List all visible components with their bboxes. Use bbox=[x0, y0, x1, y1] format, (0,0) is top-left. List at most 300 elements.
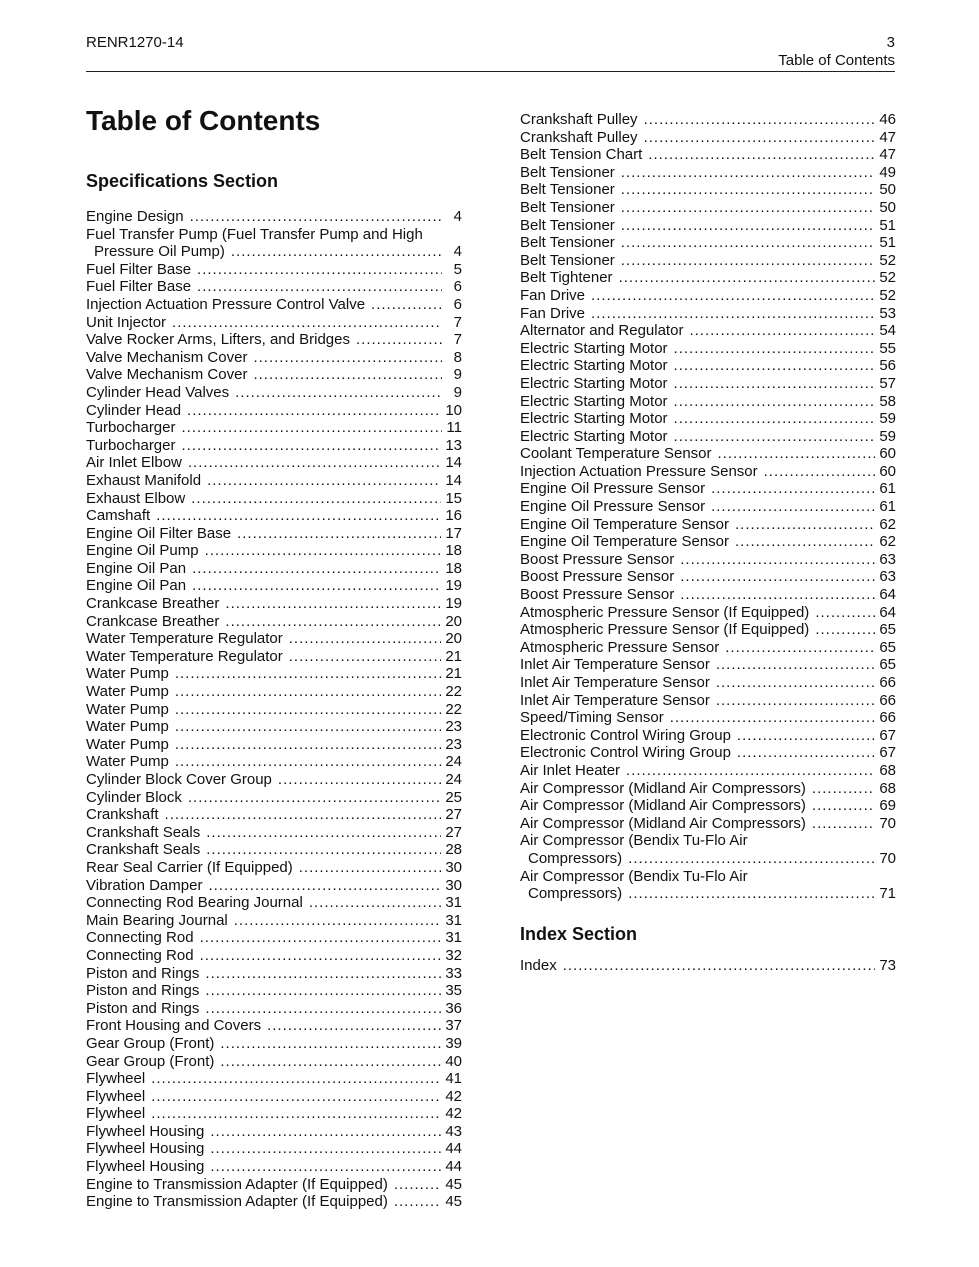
toc-entry[interactable] bbox=[86, 437, 462, 455]
toc-entry-label: Valve Mechanism Cover bbox=[86, 348, 248, 366]
toc-entry[interactable] bbox=[520, 744, 896, 762]
toc-entry-page: 59 bbox=[879, 427, 896, 445]
dot-leader bbox=[206, 841, 441, 859]
toc-entry-page: 50 bbox=[879, 181, 896, 199]
toc-entry[interactable] bbox=[86, 525, 462, 543]
dot-leader bbox=[175, 753, 442, 771]
toc-entry-label: Inlet Air Temperature Sensor bbox=[520, 691, 710, 709]
toc-entry-page: 57 bbox=[879, 374, 896, 392]
toc-entry-page: 52 bbox=[879, 269, 896, 287]
toc-entry-page: 43 bbox=[445, 1122, 462, 1140]
dot-leader bbox=[619, 269, 876, 287]
toc-entry-row bbox=[86, 314, 462, 332]
toc-entry-label: Air Inlet Heater bbox=[520, 761, 621, 779]
toc-entry[interactable] bbox=[520, 234, 896, 252]
toc-entry-label: Engine Oil Filter Base bbox=[86, 524, 232, 542]
toc-entry-row bbox=[86, 789, 462, 807]
toc-entry[interactable] bbox=[86, 1070, 462, 1088]
toc-entry-label: Flywheel Housing bbox=[86, 1122, 205, 1140]
toc-entry-label: Belt Tensioner bbox=[520, 198, 615, 216]
toc-entry-row bbox=[86, 859, 462, 877]
page-header bbox=[778, 34, 895, 70]
toc-entry-label: Engine Oil Temperature Sensor bbox=[520, 515, 730, 533]
toc-entry-page: 31 bbox=[445, 911, 462, 929]
toc-entry-label: Belt Tightener bbox=[520, 269, 613, 287]
toc-entry-label: Piston and Rings bbox=[86, 999, 200, 1017]
toc-entry[interactable] bbox=[86, 683, 462, 701]
toc-entry-page: 9 bbox=[453, 366, 462, 384]
toc-entry[interactable] bbox=[520, 181, 896, 199]
toc-entry-page: 19 bbox=[445, 577, 462, 595]
toc-entry[interactable] bbox=[520, 410, 896, 428]
toc-entry-page: 24 bbox=[445, 771, 462, 788]
toc-entry-row bbox=[520, 656, 896, 674]
dot-leader bbox=[210, 1158, 441, 1176]
toc-entry-page: 67 bbox=[879, 726, 896, 744]
toc-entry[interactable] bbox=[86, 454, 462, 472]
toc-entry-label: Crankshaft Seals bbox=[86, 841, 201, 859]
toc-entry-page: 47 bbox=[879, 128, 896, 146]
toc-entry[interactable] bbox=[520, 727, 896, 745]
toc-entry-row bbox=[86, 648, 462, 666]
dot-leader bbox=[175, 665, 442, 683]
toc-entry[interactable] bbox=[86, 560, 462, 578]
toc-entry-label: Flywheel Housing bbox=[86, 1158, 205, 1176]
toc-entry[interactable] bbox=[520, 639, 896, 657]
toc-entry[interactable] bbox=[86, 824, 462, 842]
toc-entry-row bbox=[520, 533, 896, 551]
toc-entry-page: 42 bbox=[445, 1105, 462, 1123]
dot-leader bbox=[812, 815, 875, 833]
toc-entry-label: Alternator and Regulator bbox=[520, 322, 684, 340]
toc-entry[interactable] bbox=[86, 208, 462, 226]
toc-entry[interactable] bbox=[520, 832, 896, 867]
toc-entry[interactable] bbox=[86, 507, 462, 525]
toc-entry[interactable] bbox=[86, 841, 462, 859]
dot-leader bbox=[711, 498, 875, 516]
toc-entry-page: 61 bbox=[879, 498, 896, 516]
toc-entry[interactable] bbox=[86, 1088, 462, 1106]
dot-leader bbox=[210, 1123, 441, 1141]
toc-entry[interactable] bbox=[520, 604, 896, 622]
toc-entry[interactable] bbox=[86, 1035, 462, 1053]
toc-entry-label: Flywheel bbox=[86, 1105, 146, 1123]
dot-leader bbox=[621, 164, 876, 182]
dot-leader bbox=[206, 824, 441, 842]
toc-entry-page: 5 bbox=[453, 260, 462, 278]
toc-entry[interactable] bbox=[520, 463, 896, 481]
dot-leader bbox=[674, 428, 876, 446]
toc-entry-label: Belt Tensioner bbox=[520, 181, 615, 199]
toc-entry[interactable] bbox=[520, 322, 896, 340]
toc-entry-page: 64 bbox=[879, 603, 896, 621]
dot-leader bbox=[220, 1053, 441, 1071]
toc-entry-page: 27 bbox=[445, 806, 462, 824]
dot-leader bbox=[225, 613, 441, 631]
toc-entry[interactable] bbox=[520, 164, 896, 182]
toc-entry-page: 73 bbox=[879, 956, 896, 974]
toc-entry-page: 32 bbox=[445, 946, 462, 964]
toc-entry-label: Air Compressor (Midland Air Compressors) bbox=[520, 779, 806, 797]
toc-entry[interactable] bbox=[520, 586, 896, 604]
dot-leader bbox=[197, 278, 442, 296]
toc-entry[interactable] bbox=[520, 957, 896, 975]
dot-leader bbox=[648, 146, 875, 164]
toc-entry[interactable] bbox=[86, 789, 462, 807]
toc-entry-page: 18 bbox=[445, 542, 462, 560]
toc-entry-row bbox=[86, 366, 462, 384]
toc-entry-page: 18 bbox=[445, 559, 462, 577]
toc-entry[interactable] bbox=[86, 1105, 462, 1123]
toc-entry[interactable] bbox=[86, 736, 462, 754]
toc-entry-label: Atmospheric Pressure Sensor (If Equipped) bbox=[520, 603, 810, 621]
toc-entry[interactable] bbox=[86, 261, 462, 279]
toc-entry-row bbox=[520, 674, 896, 692]
toc-entry-label: Water Pump bbox=[86, 665, 169, 683]
toc-entry-label: Fan Drive bbox=[520, 304, 586, 322]
toc-entry[interactable] bbox=[86, 472, 462, 490]
toc-entry[interactable] bbox=[520, 480, 896, 498]
toc-entry-page: 70 bbox=[879, 814, 896, 832]
toc-entry[interactable] bbox=[520, 780, 896, 798]
toc-entry[interactable] bbox=[86, 912, 462, 930]
toc-entry-page: 58 bbox=[879, 392, 896, 410]
toc-entry[interactable] bbox=[86, 859, 462, 877]
toc-entry[interactable] bbox=[86, 1176, 462, 1194]
toc-entry[interactable] bbox=[86, 965, 462, 983]
toc-entry[interactable] bbox=[86, 490, 462, 508]
toc-entry[interactable] bbox=[520, 656, 896, 674]
toc-entry-label: Electric Starting Motor bbox=[520, 392, 668, 410]
toc-entry-row bbox=[520, 815, 896, 833]
toc-entry-label: Main Bearing Journal bbox=[86, 911, 228, 929]
toc-entry[interactable] bbox=[520, 111, 896, 129]
toc-entry-label-continued: Pressure Oil Pump) bbox=[94, 243, 225, 261]
toc-entry-row bbox=[520, 357, 896, 375]
toc-entry-row bbox=[520, 551, 896, 569]
toc-entry[interactable] bbox=[520, 709, 896, 727]
toc-entry-label: Water Pump bbox=[86, 735, 169, 753]
toc-entry-label: Air Compressor (Midland Air Compressors) bbox=[520, 797, 806, 815]
toc-entry-row bbox=[520, 252, 896, 270]
toc-entry[interactable] bbox=[86, 806, 462, 824]
toc-entry[interactable] bbox=[86, 1053, 462, 1071]
dot-leader bbox=[182, 437, 442, 455]
toc-entry-label: Water Pump bbox=[86, 700, 169, 718]
toc-entry[interactable] bbox=[520, 674, 896, 692]
toc-entry[interactable] bbox=[520, 516, 896, 534]
dot-leader bbox=[674, 393, 876, 411]
toc-entry-row bbox=[520, 727, 896, 745]
toc-entry-page: 45 bbox=[445, 1175, 462, 1193]
dot-leader bbox=[621, 217, 876, 235]
toc-entry-page: 63 bbox=[879, 568, 896, 586]
toc-entry-row bbox=[86, 243, 462, 261]
dot-leader bbox=[680, 551, 875, 569]
toc-entry-row bbox=[520, 797, 896, 815]
toc-entry[interactable] bbox=[520, 375, 896, 393]
dot-leader bbox=[234, 912, 442, 930]
toc-entry[interactable] bbox=[86, 1140, 462, 1158]
toc-entry[interactable] bbox=[520, 533, 896, 551]
toc-entry-row bbox=[520, 762, 896, 780]
toc-entry-label: Boost Pressure Sensor bbox=[520, 568, 675, 586]
toc-entry-label: Turbocharger bbox=[86, 436, 176, 454]
dot-leader bbox=[253, 366, 442, 384]
toc-entry-page: 21 bbox=[445, 647, 462, 665]
toc-entry-row bbox=[86, 419, 462, 437]
dot-leader bbox=[394, 1176, 441, 1194]
toc-entry-page: 64 bbox=[879, 586, 896, 604]
toc-entry[interactable] bbox=[86, 1017, 462, 1035]
dot-leader bbox=[231, 243, 442, 261]
toc-entry[interactable] bbox=[86, 613, 462, 631]
toc-entry-row bbox=[86, 824, 462, 842]
page-number: 3 bbox=[886, 34, 895, 51]
toc-entry-label: Water Temperature Regulator bbox=[86, 630, 283, 648]
toc-entry-row bbox=[520, 445, 896, 463]
toc-entry-label: Connecting Rod bbox=[86, 946, 194, 964]
toc-entry-page: 52 bbox=[879, 251, 896, 269]
dot-leader bbox=[735, 516, 875, 534]
toc-entry-page: 39 bbox=[445, 1034, 462, 1052]
dot-leader bbox=[205, 542, 442, 560]
dot-leader bbox=[200, 929, 442, 947]
toc-entry[interactable] bbox=[86, 894, 462, 912]
toc-entry-page: 68 bbox=[879, 761, 896, 779]
toc-entry[interactable] bbox=[520, 305, 896, 323]
toc-entry[interactable] bbox=[86, 1000, 462, 1018]
dot-leader bbox=[674, 340, 876, 358]
toc-entry-row bbox=[520, 621, 896, 639]
toc-entry-row bbox=[86, 912, 462, 930]
toc-entry-row bbox=[86, 1070, 462, 1088]
toc-entry-row bbox=[86, 402, 462, 420]
toc-entry[interactable] bbox=[86, 701, 462, 719]
dot-leader bbox=[628, 885, 875, 903]
toc-entry-label: Exhaust Elbow bbox=[86, 489, 186, 507]
dot-leader bbox=[674, 375, 876, 393]
toc-entry[interactable] bbox=[86, 929, 462, 947]
header-divider bbox=[86, 71, 895, 72]
toc-entry[interactable] bbox=[520, 692, 896, 710]
toc-entry[interactable] bbox=[86, 982, 462, 1000]
dot-leader bbox=[711, 480, 875, 498]
toc-entry-row bbox=[86, 1158, 462, 1176]
dot-leader bbox=[191, 490, 441, 508]
toc-entry[interactable] bbox=[520, 199, 896, 217]
toc-entry-row bbox=[86, 331, 462, 349]
toc-entry[interactable] bbox=[520, 445, 896, 463]
toc-entry[interactable] bbox=[520, 393, 896, 411]
dot-leader bbox=[718, 445, 876, 463]
toc-entry[interactable] bbox=[520, 269, 896, 287]
dot-leader bbox=[725, 639, 875, 657]
toc-entry-row bbox=[86, 261, 462, 279]
dot-leader bbox=[235, 384, 442, 402]
toc-entry[interactable] bbox=[86, 877, 462, 895]
toc-entry-page: 52 bbox=[879, 286, 896, 304]
dot-leader bbox=[289, 648, 442, 666]
toc-entry-label: Electronic Control Wiring Group bbox=[520, 726, 731, 744]
toc-entry[interactable] bbox=[520, 287, 896, 305]
toc-entry[interactable] bbox=[86, 595, 462, 613]
toc-entry[interactable] bbox=[86, 384, 462, 402]
toc-entry-page: 50 bbox=[879, 198, 896, 216]
toc-entry[interactable] bbox=[86, 771, 462, 789]
toc-entry-row bbox=[86, 1000, 462, 1018]
toc-entry[interactable] bbox=[86, 947, 462, 965]
toc-entry-page: 27 bbox=[445, 823, 462, 841]
toc-entry-page: 4 bbox=[453, 243, 462, 261]
toc-entry-row bbox=[86, 490, 462, 508]
toc-entry-row bbox=[520, 269, 896, 287]
toc-entry[interactable] bbox=[520, 568, 896, 586]
toc-entry-label: Engine Oil Pump bbox=[86, 542, 199, 560]
toc-list-right bbox=[520, 111, 896, 903]
toc-entry[interactable] bbox=[520, 762, 896, 780]
toc-entry-row bbox=[86, 1176, 462, 1194]
toc-entry[interactable] bbox=[86, 331, 462, 349]
dot-leader bbox=[716, 656, 875, 674]
toc-entry[interactable] bbox=[86, 665, 462, 683]
toc-entry-label: Piston and Rings bbox=[86, 982, 200, 1000]
toc-entry-page: 20 bbox=[445, 612, 462, 630]
toc-entry-row bbox=[520, 850, 896, 868]
toc-list-left bbox=[86, 208, 462, 1211]
dot-leader bbox=[621, 252, 876, 270]
toc-entry-label: Valve Mechanism Cover bbox=[86, 366, 248, 384]
dot-leader bbox=[220, 1035, 441, 1053]
toc-entry-label: Water Pump bbox=[86, 683, 169, 701]
toc-entry[interactable] bbox=[520, 146, 896, 164]
toc-entry-row bbox=[520, 957, 896, 975]
toc-entry[interactable] bbox=[86, 753, 462, 771]
toc-entry[interactable] bbox=[520, 868, 896, 903]
toc-entry-row bbox=[86, 472, 462, 490]
toc-entry[interactable] bbox=[86, 718, 462, 736]
dot-leader bbox=[563, 957, 876, 975]
toc-entry-page: 60 bbox=[879, 462, 896, 480]
toc-entry-page: 49 bbox=[879, 163, 896, 181]
toc-entry-label: Turbocharger bbox=[86, 419, 176, 437]
toc-entry-row bbox=[520, 410, 896, 428]
toc-entry[interactable] bbox=[86, 1158, 462, 1176]
toc-entry[interactable] bbox=[520, 217, 896, 235]
toc-entry-page: 6 bbox=[453, 295, 462, 313]
toc-entry[interactable] bbox=[86, 402, 462, 420]
toc-entry-row bbox=[520, 692, 896, 710]
toc-entry[interactable] bbox=[520, 340, 896, 358]
toc-entry-row bbox=[86, 454, 462, 472]
toc-entry-page: 15 bbox=[445, 489, 462, 507]
toc-entry-page: 31 bbox=[445, 929, 462, 947]
dot-leader bbox=[674, 410, 876, 428]
toc-entry-label: Cylinder Block Cover Group bbox=[86, 771, 272, 788]
toc-entry-row bbox=[520, 305, 896, 323]
toc-entry-page: 62 bbox=[879, 515, 896, 533]
toc-entry-row bbox=[86, 736, 462, 754]
toc-entry[interactable] bbox=[520, 498, 896, 516]
toc-entry[interactable] bbox=[86, 226, 462, 261]
toc-entry[interactable] bbox=[520, 357, 896, 375]
toc-entry-label: Flywheel bbox=[86, 1087, 146, 1105]
toc-entry[interactable] bbox=[86, 630, 462, 648]
toc-entry[interactable] bbox=[520, 129, 896, 147]
toc-entry-row bbox=[86, 665, 462, 683]
toc-entry-page: 25 bbox=[445, 788, 462, 806]
toc-entry[interactable] bbox=[86, 278, 462, 296]
toc-entry[interactable] bbox=[86, 349, 462, 367]
toc-entry-row bbox=[86, 1123, 462, 1141]
toc-entry-page: 21 bbox=[445, 665, 462, 683]
toc-entry-label: Rear Seal Carrier (If Equipped) bbox=[86, 858, 293, 876]
toc-entry-page: 59 bbox=[879, 410, 896, 428]
toc-entry-row bbox=[86, 806, 462, 824]
toc-entry-row bbox=[86, 894, 462, 912]
toc-entry[interactable] bbox=[86, 577, 462, 595]
toc-entry-page: 10 bbox=[445, 401, 462, 419]
dot-leader bbox=[716, 674, 875, 692]
toc-entry-label: Connecting Rod Bearing Journal bbox=[86, 894, 303, 912]
toc-entry[interactable] bbox=[86, 542, 462, 560]
toc-entry[interactable] bbox=[86, 314, 462, 332]
toc-entry-row bbox=[520, 164, 896, 182]
toc-entry[interactable] bbox=[520, 621, 896, 639]
dot-leader bbox=[188, 789, 441, 807]
toc-entry-label: Inlet Air Temperature Sensor bbox=[520, 656, 710, 674]
toc-entry-label: Cylinder Head Valves bbox=[86, 383, 230, 401]
toc-entry-row bbox=[86, 965, 462, 983]
toc-entry[interactable] bbox=[86, 1123, 462, 1141]
toc-entry-page: 61 bbox=[879, 480, 896, 498]
toc-entry[interactable] bbox=[520, 428, 896, 446]
toc-entry-label: Electronic Control Wiring Group bbox=[520, 744, 731, 762]
toc-entry-row bbox=[520, 217, 896, 235]
toc-entry-row bbox=[86, 208, 462, 226]
toc-entry[interactable] bbox=[520, 551, 896, 569]
toc-entry-row bbox=[86, 542, 462, 560]
toc-entry[interactable] bbox=[520, 797, 896, 815]
toc-entry[interactable] bbox=[86, 648, 462, 666]
toc-entry-row bbox=[86, 1088, 462, 1106]
dot-leader bbox=[680, 568, 875, 586]
dot-leader bbox=[716, 692, 875, 710]
dot-leader bbox=[299, 859, 442, 877]
toc-entry[interactable] bbox=[86, 296, 462, 314]
toc-entry-label: Boost Pressure Sensor bbox=[520, 550, 675, 568]
toc-entry-page: 11 bbox=[446, 419, 462, 437]
toc-entry[interactable] bbox=[86, 419, 462, 437]
dot-leader bbox=[253, 349, 442, 367]
toc-entry-row bbox=[86, 437, 462, 455]
toc-entry-row bbox=[520, 568, 896, 586]
toc-entry-row bbox=[86, 1053, 462, 1071]
toc-entry-row bbox=[86, 841, 462, 859]
toc-entry-label: Cylinder Head bbox=[86, 401, 182, 419]
toc-entry[interactable] bbox=[520, 815, 896, 833]
toc-entry-page: 65 bbox=[879, 638, 896, 656]
toc-entry-label: Air Compressor (Bendix Tu-Flo Air bbox=[520, 867, 748, 885]
toc-entry-row bbox=[520, 199, 896, 217]
toc-entry-page: 14 bbox=[445, 471, 462, 489]
toc-entry[interactable] bbox=[520, 252, 896, 270]
toc-entry[interactable] bbox=[86, 366, 462, 384]
toc-entry[interactable] bbox=[86, 1193, 462, 1211]
toc-entry-label: Engine Oil Pan bbox=[86, 577, 187, 595]
toc-entry-label: Piston and Rings bbox=[86, 964, 200, 982]
dot-leader bbox=[175, 683, 442, 701]
